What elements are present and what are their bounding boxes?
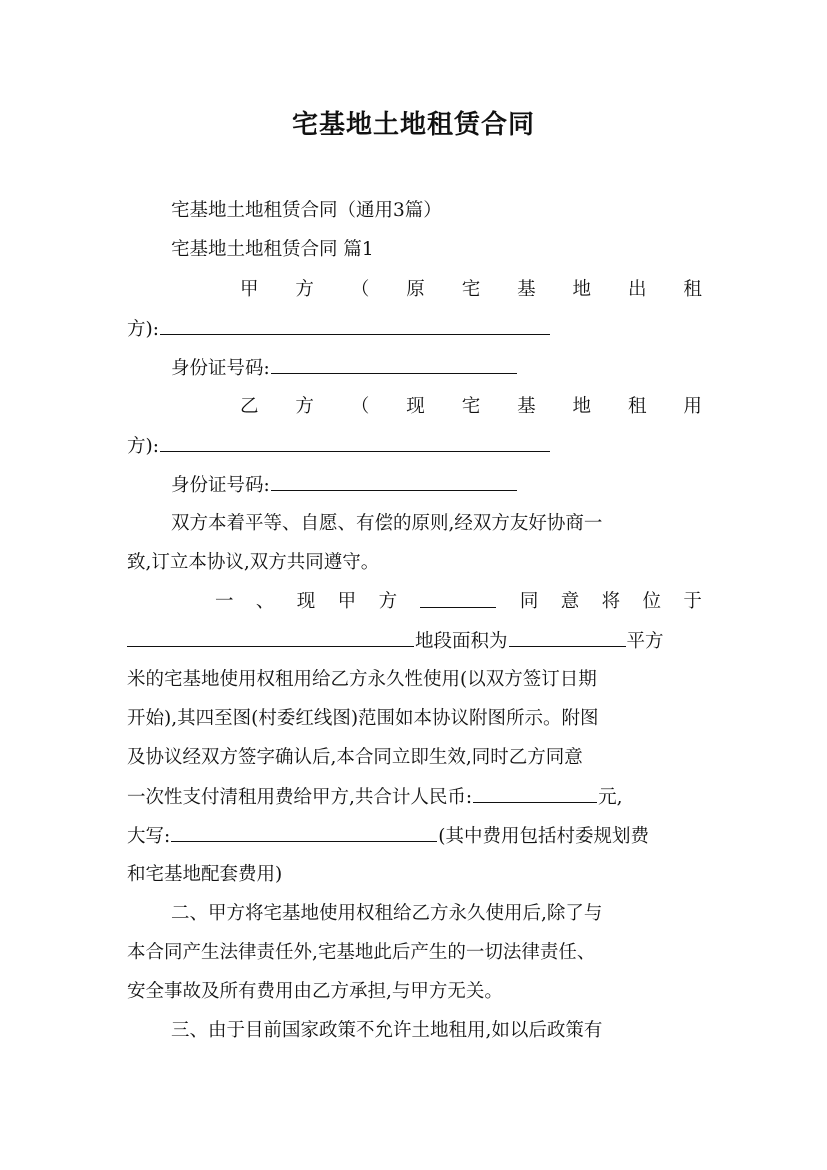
party-a-char: （ [350, 279, 370, 300]
clause1-char: 于 [683, 591, 702, 612]
party-b-heading [240, 392, 702, 422]
capital-label: 大写: [127, 826, 171, 847]
payment-label: 一次性支付清租用费给甲方,共合计人民币: [127, 787, 473, 808]
intro-line: 致,订立本协议,双方共同遵守。 [127, 552, 380, 573]
clause1-char: 将 [601, 591, 621, 612]
party-b-char: 方 [295, 396, 314, 417]
clause1-line [127, 821, 702, 851]
document-subtitle: 宅基地土地租赁合同（通用3篇） [171, 200, 442, 221]
party-a-heading [240, 275, 702, 305]
area-label: 地段面积为 [415, 631, 508, 652]
clause1-char: 、 [255, 591, 275, 612]
section-title: 宅基地土地租赁合同 篇1 [171, 239, 374, 260]
clause1-line: 开始),其四至图(村委红线图)范围如本协议附图所示。附图 [127, 708, 599, 729]
party-a-label-end: 方): [127, 319, 159, 340]
party-a-char: 基 [517, 279, 536, 300]
clause1-line [127, 626, 702, 656]
clause2-line: 本合同产生法律责任外,宅基地此后产生的一切法律责任、 [127, 942, 596, 963]
clause1-line: 米的宅基地使用权租用给乙方永久性使用(以双方签订日期 [127, 669, 597, 690]
clause1-char: 方 [378, 591, 398, 612]
clause1-char: 现 [296, 591, 316, 612]
party-a-name-blank[interactable] [160, 314, 550, 335]
party-b-id-line [171, 470, 702, 500]
party-b-char: 乙 [240, 396, 259, 417]
party-b-char: 地 [572, 396, 592, 417]
id-label-b: 身份证号码: [171, 475, 270, 496]
clause1-line: 及协议经双方签字确认后,本合同立即生效,同时乙方同意 [127, 747, 583, 768]
clause1-line: 和宅基地配套费用) [127, 864, 283, 885]
party-b-line [127, 431, 702, 461]
capital-amount-blank[interactable] [171, 821, 437, 842]
clause1-char: 意 [560, 591, 580, 612]
clause1-line [127, 782, 702, 812]
party-b-char: 租 [627, 396, 647, 417]
payment-unit: 元, [598, 787, 623, 808]
party-b-char: 用 [683, 396, 702, 417]
clause1-heading [215, 587, 702, 617]
party-a-char: 原 [406, 279, 425, 300]
payment-amount-blank[interactable] [473, 782, 597, 803]
party-b-char: 宅 [461, 396, 481, 417]
location-blank[interactable] [127, 626, 414, 647]
party-b-id-blank[interactable] [271, 470, 517, 491]
area-unit: 平方 [626, 631, 664, 652]
clause3-line: 三、由于目前国家政策不允许土地租用,如以后政策有 [171, 1020, 603, 1041]
party-a-char: 出 [627, 279, 647, 300]
clause1-char: 一 [215, 591, 234, 612]
id-label-a: 身份证号码: [171, 358, 270, 379]
party-a-line [127, 314, 702, 344]
intro-line: 双方本着平等、自愿、有偿的原则,经双方友好协商一 [171, 513, 603, 534]
clause2-line: 二、甲方将宅基地使用权租给乙方永久使用后,除了与 [171, 903, 603, 924]
party-a-char: 方 [295, 279, 314, 300]
clause2-line: 安全事故及所有费用由乙方承担,与甲方无关。 [127, 981, 503, 1002]
clause1-char: 甲 [337, 591, 357, 612]
party-b-label-end: 方): [127, 436, 159, 457]
party-a-char: 宅 [461, 279, 481, 300]
area-blank[interactable] [509, 626, 626, 647]
party-a-char: 甲 [240, 279, 259, 300]
clause1-char: 位 [642, 591, 662, 612]
party-b-char: 基 [517, 396, 536, 417]
document-title: 宅基地土地租赁合同 [291, 110, 535, 140]
party-a-id-blank[interactable] [271, 353, 517, 374]
fee-note: (其中费用包括村委规划费 [438, 826, 649, 847]
party-b-name-blank[interactable] [160, 431, 550, 452]
party-a-char: 地 [572, 279, 592, 300]
party-b-char: （ [350, 396, 370, 417]
party-b-char: 现 [406, 396, 425, 417]
party-a-char: 租 [683, 279, 702, 300]
clause1-char: 同 [519, 591, 539, 612]
party-a-id-line [171, 353, 702, 383]
party-a-short-blank[interactable] [420, 587, 496, 608]
